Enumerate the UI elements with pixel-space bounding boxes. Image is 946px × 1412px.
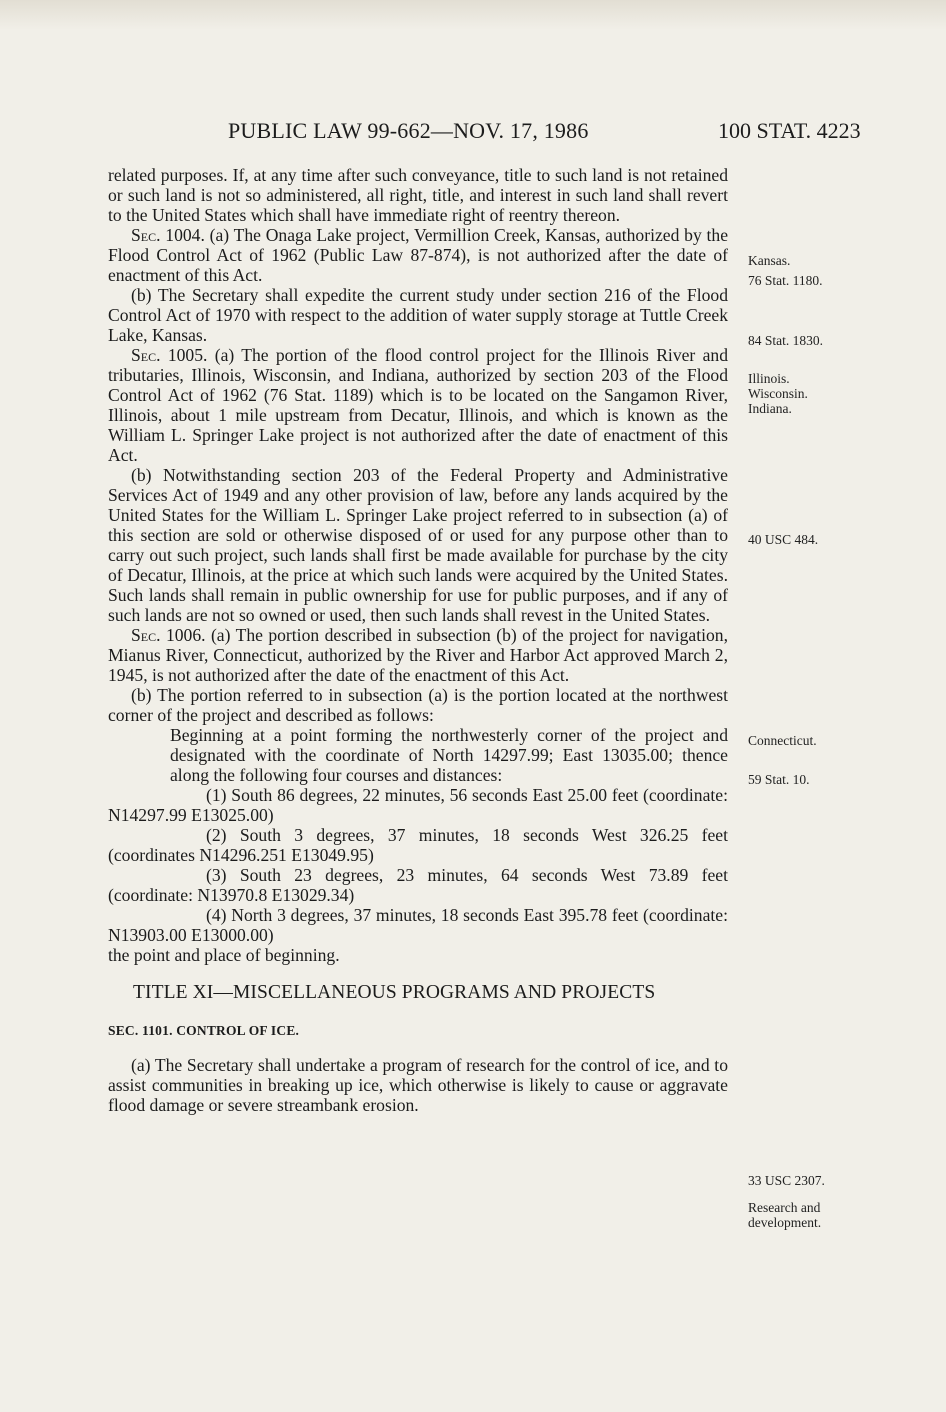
sec-label: Sec — [131, 225, 157, 245]
course-1: (1) South 86 degrees, 22 minutes, 56 seconds East 25.00 feet (coordinate: N14297.99 E13025.00) — [108, 785, 728, 825]
margin-note-33-usc-2307: 33 USC 2307. — [748, 1173, 825, 1188]
section-1004-b: (b) The Secretary shall expedite the current study under section 216 of the Flood Control Act of 1970 with respect to the addition of water supply storage at Tuttle Creek Lake, Kansas. — [108, 285, 728, 345]
margin-note-research-line-2: development. — [748, 1215, 822, 1230]
top-edge-shadow — [0, 0, 946, 30]
margin-note-research-line-1: Research and — [748, 1200, 821, 1215]
title-xi-heading: TITLE XI—MISCELLANEOUS PROGRAMS AND PROJECTS — [133, 982, 656, 1003]
header-stat-citation: 100 STAT. 4223 — [718, 118, 861, 143]
section-1101-a: (a) The Secretary shall undertake a program of research for the control of ice, and to assist communities in breaking up ice, which otherwise is likely to cause or aggravate flood damage or severe streambank erosion. — [108, 1055, 728, 1115]
margin-note-connecticut: Connecticut. — [748, 733, 817, 748]
sec-label: Sec — [131, 625, 157, 645]
margin-note-indiana: Indiana. — [748, 401, 792, 416]
section-1101-heading: SEC. 1101. CONTROL OF ICE. — [108, 1023, 300, 1038]
section-1005-text: . 1005. (a) The portion of the flood control project for the Illinois River and tributaries, Illinois, Wisconsin, and Indiana, authorized by section 203 of the Flood Control Act of 1962 (76 Stat. 1189) which is to be located on the Sangamon River, Illinois, about 1 mile upstream from Decatur, Illinois, and which is known as the William L. Springer Lake project is not authorized after the date of enactment of this Act. — [108, 345, 728, 465]
margin-note-illinois: Illinois. — [748, 371, 790, 386]
page-header — [0, 118, 946, 146]
section-1005-a — [108, 345, 728, 465]
margin-note-stat-1830: 84 Stat. 1830. — [748, 333, 824, 348]
header-title: PUBLIC LAW 99-662—NOV. 17, 1986 — [228, 118, 589, 143]
section-1004-a — [108, 225, 728, 285]
sec-label: Sec — [131, 345, 157, 365]
body-text-column — [108, 165, 728, 1115]
section-1006-text: . 1006. (a) The portion described in subsection (b) of the project for navigation, Mianus River, Connecticut, authorized by the River and Harbor Act approved March 2, 1945, is not authorized after the date of the enactment of this Act. — [108, 625, 728, 685]
section-1004-text: . 1004. (a) The Onaga Lake project, Vermillion Creek, Kansas, authorized by the Flood Control Act of 1962 (Public Law 87-874), is not authorized after the date of enactment of this Act. — [108, 225, 728, 285]
margin-note-wisconsin: Wisconsin. — [748, 386, 808, 401]
margin-note-stat-1180: 76 Stat. 1180. — [748, 273, 823, 288]
paragraph-continuation: related purposes. If, at any time after such conveyance, title to such land is not retained or such land is not so administered, all right, title, and interest in such land shall revert to the United States which shall have immediate right of reentry thereon. — [108, 165, 728, 225]
margin-note-stat-10: 59 Stat. 10. — [748, 772, 810, 787]
section-1005-b: (b) Notwithstanding section 203 of the Federal Property and Administrative Services Act of 1949 and any other provision of law, before any lands acquired by the United States for the William L. Springer Lake project referred to in subsection (a) of this section are sold or otherwise disposed of or used for any purpose other than to carry out such project, such lands shall first be made available for purchase by the city of Decatur, Illinois, at the price at which such lands were acquired by the United States. Such lands shall remain in public ownership for use for public purposes, and if any of such lands are not so owned or used, then such lands shall revest in the United States. — [108, 465, 728, 625]
section-1006-b: (b) The portion referred to in subsection (a) is the portion located at the northwest corner of the project and described as follows: — [108, 685, 728, 725]
course-3: (3) South 23 degrees, 23 minutes, 64 seconds West 73.89 feet (coordinate: N13970.8 E13029.34) — [108, 865, 728, 905]
section-1006-a — [108, 625, 728, 685]
margin-note-40-usc-484: 40 USC 484. — [748, 532, 819, 547]
boundary-description: Beginning at a point forming the northwesterly corner of the project and designated with the coordinate of North 14297.99; East 13035.00; thence along the following four courses and distances: — [170, 725, 728, 785]
course-2: (2) South 3 degrees, 37 minutes, 18 seconds West 326.25 feet (coordinates N14296.251 E13049.95) — [108, 825, 728, 865]
boundary-end: the point and place of beginning. — [108, 945, 340, 965]
course-4: (4) North 3 degrees, 37 minutes, 18 seconds East 395.78 feet (coordinate: N13903.00 E13000.00) — [108, 905, 728, 945]
margin-note-kansas: Kansas. — [748, 253, 791, 268]
